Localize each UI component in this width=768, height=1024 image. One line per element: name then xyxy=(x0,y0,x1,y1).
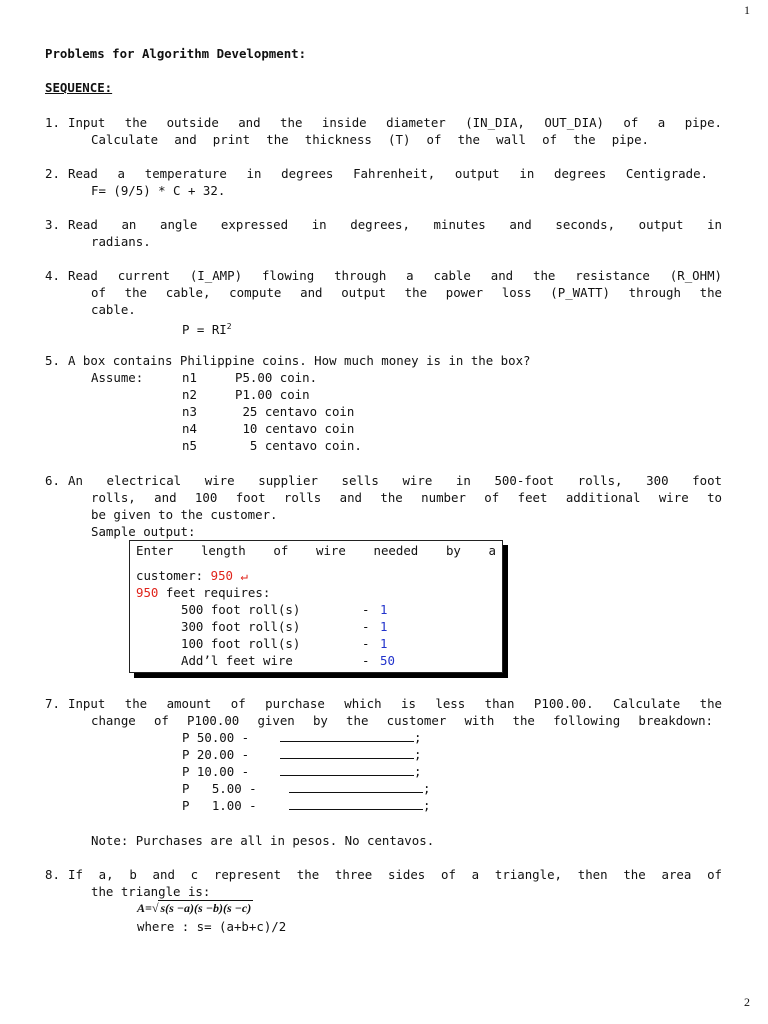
answer-blank xyxy=(289,798,423,810)
coin-var: n2 xyxy=(182,387,197,402)
power-formula xyxy=(182,318,232,338)
coin-var: n5 xyxy=(182,438,197,453)
denomination-label: P 10.00 - xyxy=(182,764,250,779)
sample-output-box xyxy=(129,540,503,673)
roll-label: 300 foot roll(s) xyxy=(181,619,301,634)
denomination-label: P 50.00 - xyxy=(182,730,250,745)
sample-echo-text: feet requires: xyxy=(158,585,271,600)
denomination-label: P 20.00 - xyxy=(182,747,250,762)
problem-7-line-2: change of P100.00 given by the customer with the following breakdown: xyxy=(91,713,713,728)
enter-key-icon: ↵ xyxy=(240,568,248,583)
roll-label: 100 foot roll(s) xyxy=(181,636,301,651)
problem-7-line-1: Input the amount of purchase which is less than P100.00. Calculate the xyxy=(68,696,722,711)
sample-echo-value: 950 xyxy=(136,585,159,600)
formula-lhs: A= xyxy=(137,901,152,915)
denomination-blank: ; xyxy=(289,780,430,797)
roll-label: 500 foot roll(s) xyxy=(181,602,301,617)
answer-blank xyxy=(280,764,414,776)
roll-label: Add’l feet wire xyxy=(181,653,293,668)
coin-var: n3 xyxy=(182,404,197,419)
roll-value: 1 xyxy=(380,636,388,651)
denomination-label: P 5.00 - xyxy=(182,781,257,796)
formula-radicand: s(s −a)(s −b)(s −c) xyxy=(160,901,252,915)
problem-3-line-1: Read an angle expressed in degrees, minutes and seconds, output in xyxy=(68,217,722,232)
coin-desc: 25 centavo coin xyxy=(235,404,355,419)
problem-7-note: Note: Purchases are all in pesos. No centavos. xyxy=(91,833,435,848)
denomination-blank: ; xyxy=(289,797,430,814)
problem-2-formula: F= (9/5) * C + 32. xyxy=(91,183,226,198)
page-title: Problems for Algorithm Development: xyxy=(45,46,307,61)
problem-6-line-2: rolls, and 100 foot rolls and the number of feet additional wire to xyxy=(91,490,722,505)
roll-dash: - xyxy=(362,653,370,668)
problem-7-number: 7. xyxy=(45,696,60,711)
sample-prompt-customer: customer: xyxy=(136,568,204,583)
problem-4-line-1: Read current (I_AMP) flowing through a cable and the resistance (R_OHM) xyxy=(68,268,722,283)
problem-3-line-2: radians. xyxy=(91,234,151,249)
denomination-blank: ; xyxy=(280,746,421,763)
roll-dash: - xyxy=(362,602,370,617)
coin-var: n1 xyxy=(182,370,197,385)
assume-label: Assume: xyxy=(91,370,144,385)
page-number-bottom: 2 xyxy=(744,995,750,1009)
sample-echo-line xyxy=(136,584,270,601)
problem-6-number: 6. xyxy=(45,473,60,488)
answer-blank xyxy=(289,781,423,793)
problem-5-number: 5. xyxy=(45,353,60,368)
problem-4-line-2: of the cable, compute and output the power loss (P_WATT) through the xyxy=(91,285,722,300)
coin-var: n4 xyxy=(182,421,197,436)
problem-4-number: 4. xyxy=(45,268,60,283)
problem-4-line-3: cable. xyxy=(91,302,136,317)
problem-1-number: 1. xyxy=(45,115,60,130)
roll-dash: - xyxy=(362,619,370,634)
problem-3-number: 3. xyxy=(45,217,60,232)
problem-8-line-1: If a, b and c represent the three sides of a triangle, then the area of xyxy=(68,867,722,882)
problem-2-number: 2. xyxy=(45,166,60,181)
roll-value: 1 xyxy=(380,602,388,617)
coin-desc: P1.00 coin xyxy=(235,387,310,402)
problem-2-line-1: Read a temperature in degrees Fahrenheit, output in degrees Centigrade. xyxy=(68,166,708,181)
problem-1-line-2: Calculate and print the thickness (T) of the wall of the pipe. xyxy=(91,132,649,147)
coin-desc: 10 centavo coin xyxy=(235,421,355,436)
power-formula-exponent: 2 xyxy=(226,322,232,331)
denomination-blank: ; xyxy=(280,763,421,780)
section-heading: SEQUENCE: xyxy=(45,80,113,95)
sample-prompt-line-2 xyxy=(136,567,248,584)
problem-5-line-1: A box contains Philippine coins. How much money is in the box? xyxy=(68,353,531,368)
coin-desc: P5.00 coin. xyxy=(235,370,318,385)
power-formula-text: P = RI xyxy=(182,322,227,338)
roll-value: 50 xyxy=(380,653,395,668)
problem-8-line-2: the triangle is: xyxy=(91,884,211,899)
problem-8-where: where : s= (a+b+c)/2 xyxy=(137,919,287,934)
coin-desc: 5 centavo coin. xyxy=(235,438,362,453)
roll-value: 1 xyxy=(380,619,388,634)
page-number-top: 1 xyxy=(744,3,750,17)
problem-6-line-1: An electrical wire supplier sells wire in 500-foot rolls, 300 foot xyxy=(68,473,722,488)
triangle-area-formula xyxy=(137,900,253,917)
denomination-label: P 1.00 - xyxy=(182,798,257,813)
sqrt-symbol: √ xyxy=(151,901,159,915)
answer-blank xyxy=(280,730,414,742)
sample-output-label: Sample output: xyxy=(91,524,196,539)
problem-1-line-1: Input the outside and the inside diameter (IN_DIA, OUT_DIA) of a pipe. xyxy=(68,115,722,130)
problem-8-number: 8. xyxy=(45,867,60,882)
sample-prompt-line-1: Enter length of wire needed by a xyxy=(136,543,496,558)
answer-blank xyxy=(280,747,414,759)
roll-dash: - xyxy=(362,636,370,651)
denomination-blank: ; xyxy=(280,729,421,746)
sample-input-value: 950 xyxy=(210,568,233,583)
problem-6-line-3: be given to the customer. xyxy=(91,507,278,522)
